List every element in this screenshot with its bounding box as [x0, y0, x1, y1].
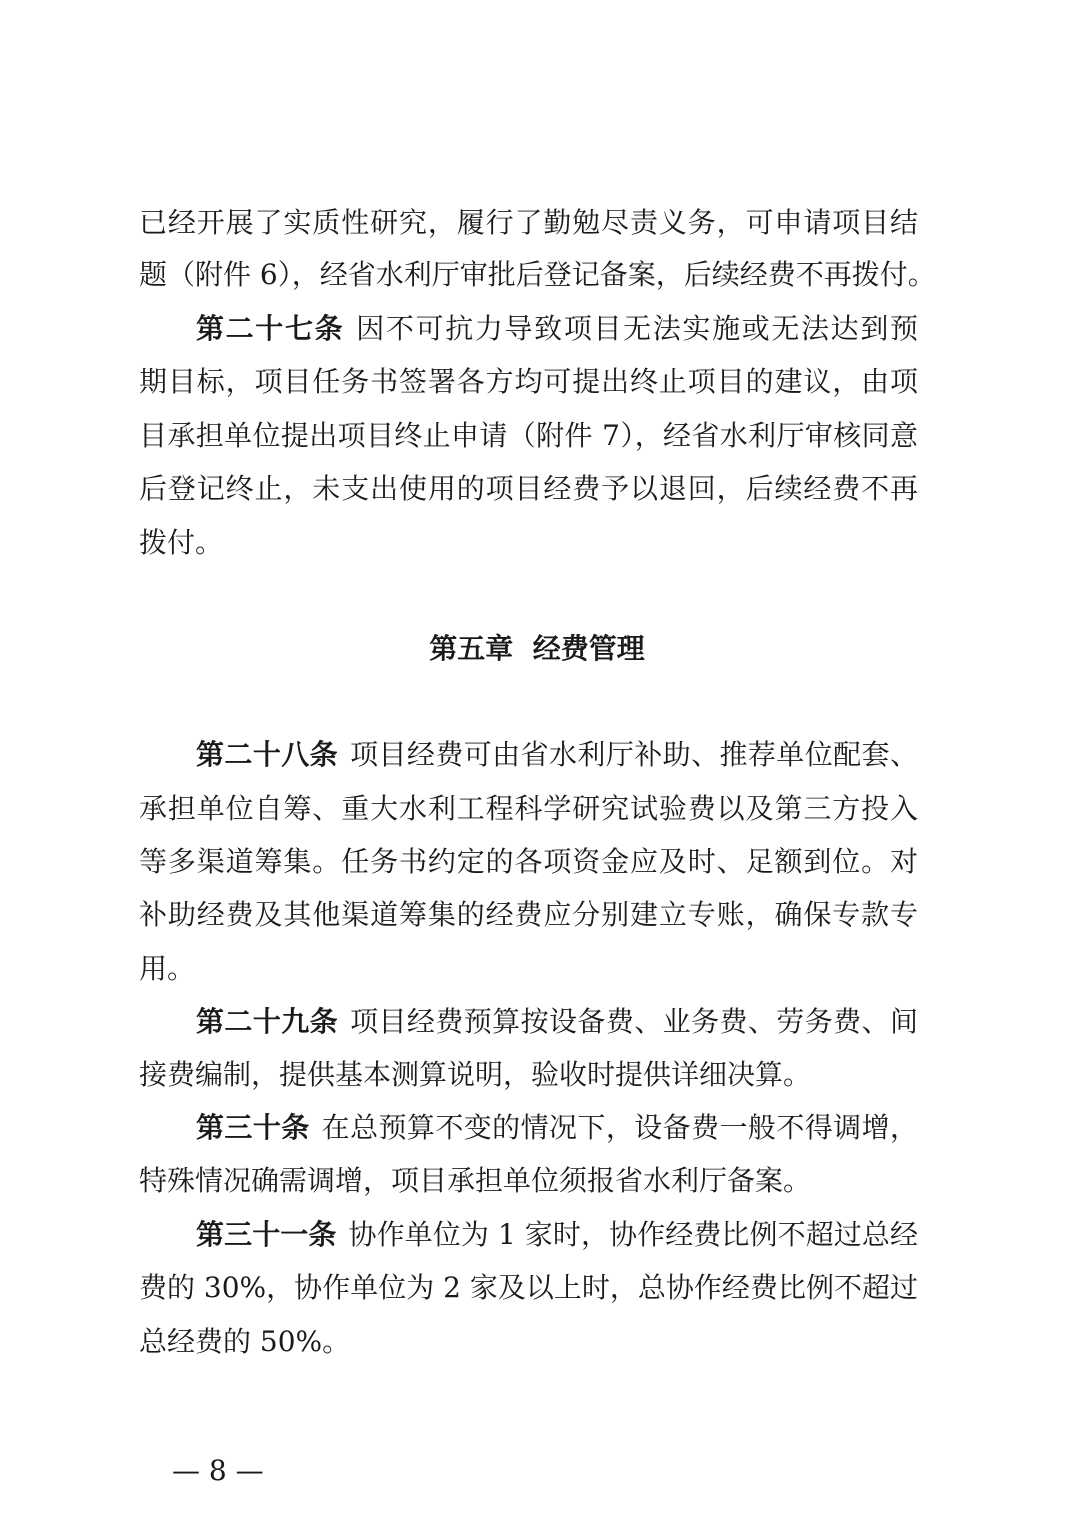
art29-line-1 — [196, 1005, 918, 1039]
art29-line-2: 接费编制，提供基本测算说明，验收时提供详细决算。 — [139, 1058, 812, 1091]
art28-heading: 第二十八条 — [196, 738, 339, 771]
art27-line-1-text: 因不可抗力导致项目无法实施或无法达到预 — [356, 312, 918, 345]
art28-line-1 — [196, 738, 918, 772]
chapter-title: 第五章 经费管理 — [429, 632, 645, 665]
page-number: — 8 — — [172, 1454, 264, 1487]
art27-line-2: 期目标，项目任务书签署各方均可提出终止项目的建议，由项 — [139, 365, 918, 398]
art29-heading: 第二十九条 — [196, 1005, 339, 1038]
art27-line-4: 后登记终止，未支出使用的项目经费予以退回，后续经费不再 — [139, 472, 918, 505]
art31-line-3: 总经费的 50%。 — [139, 1325, 351, 1358]
art28-line-1-text: 项目经费可由省水利厅补助、推荐单位配套、 — [350, 738, 918, 771]
art31-line-1-text: 协作单位为 1 家时，协作经费比例不超过总经 — [348, 1218, 918, 1251]
art30-heading: 第三十条 — [196, 1111, 310, 1144]
art27-line-3: 目承担单位提出项目终止申请（附件 7），经省水利厅审核同意 — [139, 419, 918, 452]
art28-line-5: 用。 — [139, 952, 196, 985]
art30-line-1-text: 在总预算不变的情况下，设备费一般不得调增， — [321, 1111, 918, 1144]
art27-line-5: 拨付。 — [139, 526, 224, 559]
art28-line-3: 等多渠道筹集。任务书约定的各项资金应及时、足额到位。对 — [139, 845, 918, 878]
art31-heading: 第三十一条 — [196, 1218, 337, 1251]
art26-line-2: 题（附件 6），经省水利厅审批后登记备案，后续经费不再拨付。 — [139, 258, 936, 291]
art28-line-2: 承担单位自筹、重大水利工程科学研究试验费以及第三方投入 — [139, 792, 918, 825]
art27-line-1 — [196, 312, 918, 346]
art31-line-1 — [196, 1218, 918, 1252]
art31-line-2: 费的 30%，协作单位为 2 家及以上时，总协作经费比例不超过 — [139, 1271, 918, 1304]
art26-line-1: 已经开展了实质性研究，履行了勤勉尽责义务，可申请项目结 — [139, 206, 918, 239]
art30-line-1 — [196, 1111, 918, 1145]
art28-line-4: 补助经费及其他渠道筹集的经费应分别建立专账，确保专款专 — [139, 898, 918, 931]
art27-heading: 第二十七条 — [196, 312, 345, 345]
art29-line-1-text: 项目经费预算按设备费、业务费、劳务费、间 — [350, 1005, 918, 1038]
art30-line-2: 特殊情况确需调增，项目承担单位须报省水利厅备案。 — [139, 1164, 812, 1197]
